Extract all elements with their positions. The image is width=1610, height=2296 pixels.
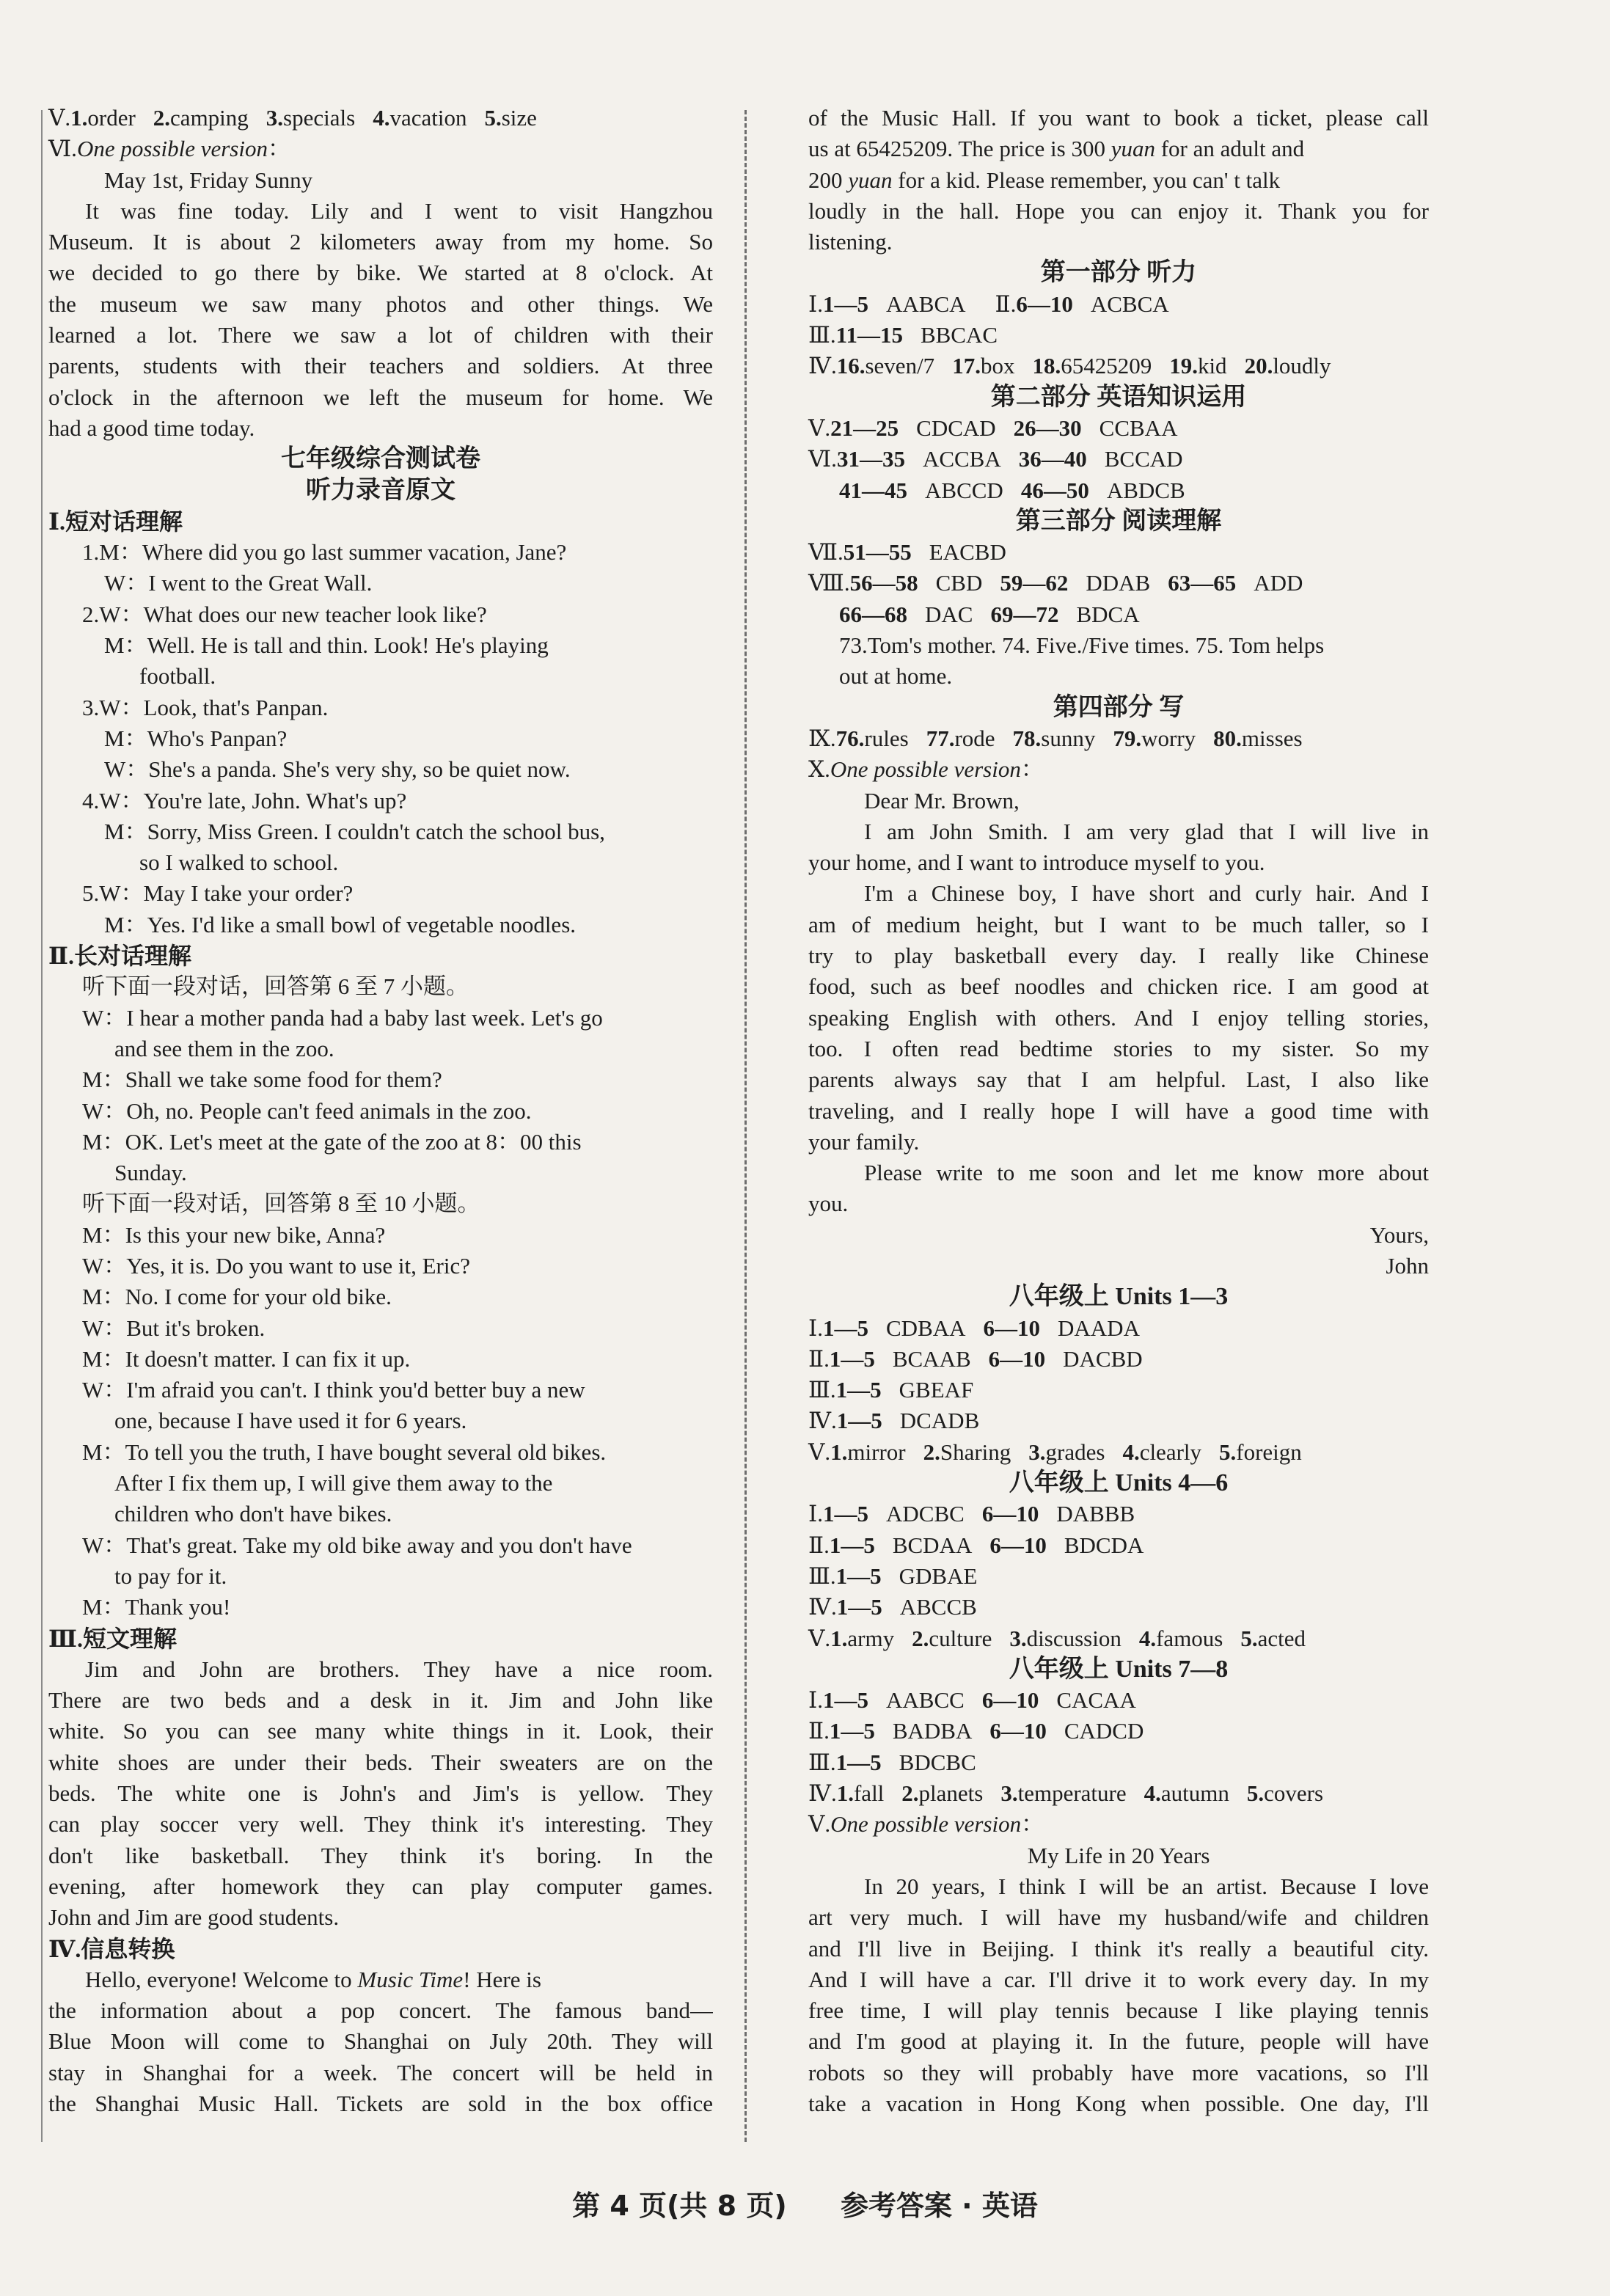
dialogue-line: 3.W：Look, that's Panpan.	[82, 694, 329, 720]
footer-title: 参考答案 · 英语	[840, 2190, 1038, 2222]
passage-line: white shoes are under their beds. Their sweaters are on the	[48, 1749, 713, 1775]
answer-row: Ⅰ.1—5 AABCA Ⅱ.6—10 ACBCA	[808, 290, 1169, 317]
answer-row: Ⅰ.1—5 CDBAA 6—10 DAADA	[808, 1315, 1140, 1341]
passage-line: There are two beds and a desk in it. Jim and John like	[48, 1687, 713, 1714]
dialogue-line: After I fix them up, I will give them away to the	[114, 1470, 553, 1496]
left-column	[48, 103, 713, 2119]
passage-line: loudly in the hall. Hope you can enjoy it. Thank you for	[808, 197, 1429, 224]
diary-line: had a good time today.	[48, 414, 255, 441]
page-number: 第 4 页(共 8 页)	[572, 2190, 787, 2222]
answer-row: 41—45 ABCCD 46—50 ABDCB	[839, 477, 1185, 503]
letter-line: traveling, and I really hope I will have a good time with	[808, 1097, 1429, 1124]
essay-line: In 20 years, I think I will be an artist. Because I love	[864, 1873, 1429, 1899]
dialogue-line: 听下面一段对话，回答第 8 至 10 小题。	[82, 1191, 480, 1217]
unit-title: 八年级上 Units 4—6	[1009, 1469, 1229, 1497]
dialogue-line: W：I went to the Great Wall.	[104, 570, 373, 596]
diary-line: learned a lot. There we saw a lot of children with their	[48, 322, 713, 348]
passage-line: the Shanghai Music Hall. Tickets are sold in the box office	[48, 2091, 713, 2116]
passage-line: can play soccer very well. They think it's interesting. They	[48, 1811, 713, 1838]
letter-line: your family.	[808, 1128, 920, 1155]
answer-row: Ⅵ.31—35 ACCBA 36—40 BCCAD	[808, 446, 1183, 472]
diary-line: It was fine today. Lily and I went to visit Hangzhou	[85, 197, 713, 224]
passage-line: listening.	[808, 229, 893, 255]
passage-line: don't like basketball. They think it's boring. In the	[48, 1842, 713, 1868]
essay-line: and I'm good at playing it. In the future, people will have	[808, 2028, 1429, 2055]
dialogue-line: M：OK. Let's meet at the gate of the zoo at 8：00 this	[82, 1128, 582, 1155]
part-title: 第三部分 阅读理解	[1015, 507, 1222, 535]
unit-title: 八年级上 Units 1—3	[1009, 1283, 1229, 1311]
letter-line: food, such as beef noodles and chicken rice. I am good at	[808, 973, 1429, 1000]
dialogue-line: one, because I have used it for 6 years.	[114, 1408, 467, 1434]
part-heading: Ⅰ.短对话理解	[48, 508, 183, 535]
dialogue-line: W：I hear a mother panda had a baby last week. Let's go	[82, 1004, 603, 1031]
section-title: 七年级综合测试卷	[281, 445, 480, 473]
passage-line: the information about a pop concert. The famous band—	[48, 1997, 713, 2024]
dialogue-line: W：But it's broken.	[82, 1315, 266, 1341]
answer-row: Ⅳ.1—5 DCADB	[808, 1408, 980, 1434]
dialogue-line: W：Yes, it is. Do you want to use it, Eric?	[82, 1252, 470, 1279]
dialogue-line: M：Who's Panpan?	[104, 725, 288, 751]
part-heading: Ⅲ.短文理解	[48, 1625, 177, 1652]
answer-row: Ⅳ.1—5 ABCCB	[808, 1594, 977, 1620]
dialogue-line: 4.W：You're late, John. What's up?	[82, 787, 407, 814]
answer-row: Ⅱ.1—5 BCAAB 6—10 DACBD	[808, 1345, 1143, 1372]
essay-line: art very much. I will have my husband/wife and children	[808, 1904, 1429, 1931]
passage-line: 200 yuan for a kid. Please remember, you can' t talk	[808, 167, 1281, 193]
answer-row-vi: Ⅵ.One possible version：	[48, 136, 290, 162]
passage-line: Blue Moon will come to Shanghai on July 20th. They will	[48, 2028, 713, 2055]
dialogue-line: W：She's a panda. She's very shy, so be quiet now.	[104, 756, 571, 783]
section-subtitle: 听力录音原文	[306, 476, 455, 504]
answer-row: Ⅴ.One possible version：	[808, 1811, 1044, 1838]
part-heading: Ⅳ.信息转换	[48, 1935, 175, 1962]
passage-line: beds. The white one is John's and Jim's is yellow. They	[48, 1780, 713, 1807]
letter-line: I'm a Chinese boy, I have short and curly hair. And I	[864, 880, 1429, 907]
dialogue-line: Sunday.	[114, 1160, 187, 1186]
answer-row: 66—68 DAC 69—72 BDCA	[839, 601, 1140, 627]
part-heading: Ⅱ.长对话理解	[48, 943, 191, 970]
answer-row: Ⅲ.1—5 GDBAE	[808, 1562, 978, 1589]
dialogue-line: W：That's great. Take my old bike away and you don't have	[82, 1532, 632, 1558]
dialogue-line: M：Shall we take some food for them?	[82, 1067, 442, 1093]
passage-line: Hello, everyone! Welcome to Music Time! Here is	[85, 1966, 541, 1992]
diary-date: May 1st, Friday Sunny	[104, 167, 313, 193]
answer-row: Ⅸ.76.rules 77.rode 78.sunny 79.worry 80.misses	[808, 725, 1303, 751]
dialogue-line: M：Yes. I'd like a small bowl of vegetable noodles.	[104, 911, 577, 937]
letter-line: too. I often read bedtime stories to my sister. So my	[808, 1035, 1429, 1061]
part-title: 第二部分 英语知识运用	[990, 383, 1247, 411]
letter-signature: John	[1386, 1252, 1429, 1279]
essay-line: take a vacation in Hong Kong when possible. One day, I'll	[808, 2091, 1429, 2116]
dialogue-line: and see them in the zoo.	[114, 1035, 334, 1061]
column-divider	[744, 110, 747, 2142]
answer-row: Ⅲ.11—15 BBCAC	[808, 322, 998, 348]
dialogue-line: M：Sorry, Miss Green. I couldn't catch the school bus,	[104, 818, 605, 844]
letter-line: Please write to me soon and let me know more about	[864, 1160, 1429, 1186]
dialogue-line: M：Is this your new bike, Anna?	[82, 1221, 386, 1248]
answer-row: Ⅹ.One possible version：	[808, 756, 1044, 783]
passage-line: of the Music Hall. If you want to book a ticket, please call	[808, 105, 1429, 131]
dialogue-line: children who don't have bikes.	[114, 1501, 392, 1527]
dialogue-line: 2.W：What does our new teacher look like?	[82, 601, 487, 627]
answer-row: Ⅳ.16.seven/7 17.box 18.65425209 19.kid 20.loudly	[808, 353, 1331, 379]
dialogue-line: W：Oh, no. People can't feed animals in the zoo.	[82, 1097, 532, 1124]
diary-line: o'clock in the afternoon we left the museum for home. We	[48, 384, 713, 410]
answer-row: Ⅱ.1—5 BADBA 6—10 CADCD	[808, 1718, 1144, 1744]
answer-row: Ⅲ.1—5 BDCBC	[808, 1749, 976, 1775]
answer-row: Ⅰ.1—5 ADCBC 6—10 DABBB	[808, 1501, 1135, 1527]
passage-line: Jim and John are brothers. They have a nice room.	[85, 1656, 713, 1682]
right-column	[808, 103, 1429, 2119]
essay-line: And I will have a car. I'll drive it to work every day. In my	[808, 1966, 1429, 1992]
letter-line: parents always say that I am helpful. Last, I also like	[808, 1067, 1429, 1093]
unit-title: 八年级上 Units 7—8	[1009, 1655, 1229, 1683]
dialogue-line: M：No. I come for your old bike.	[82, 1284, 392, 1310]
answer-row: Ⅲ.1—5 GBEAF	[808, 1377, 974, 1403]
letter-line: your home, and I want to introduce myself to you.	[808, 849, 1265, 876]
dialogue-line: 听下面一段对话，回答第 6 至 7 小题。	[82, 973, 469, 1000]
letter-line: try to play basketball every day. I really like Chinese	[808, 943, 1429, 969]
dialogue-line: 5.W：May I take your order?	[82, 880, 354, 907]
letter-line: am of medium height, but I want to be much taller, so I	[808, 911, 1429, 937]
essay-title: My Life in 20 Years	[1027, 1842, 1210, 1868]
answer-row-v: Ⅴ.1.order 2.camping 3.specials 4.vacation 5.size	[48, 105, 537, 131]
letter-line: I am John Smith. I am very glad that I will live in	[864, 818, 1429, 844]
diary-line: the museum we saw many photos and other things. We	[48, 290, 713, 317]
letter-closing: Yours,	[1369, 1221, 1429, 1248]
passage-line: John and Jim are good students.	[48, 1904, 340, 1931]
part-title: 第四部分 写	[1053, 693, 1185, 721]
letter-line: speaking English with others. And I enjoy telling stories,	[808, 1004, 1429, 1031]
diary-line: parents, students with their teachers and soldiers. At three	[48, 353, 713, 379]
answer-row: Ⅱ.1—5 BCDAA 6—10 BDCDA	[808, 1532, 1144, 1558]
answer-row: Ⅷ.56—58 CBD 59—62 DDAB 63—65 ADD	[808, 570, 1303, 596]
dialogue-line: M：It doesn't matter. I can fix it up.	[82, 1345, 411, 1372]
answer-row: Ⅴ.21—25 CDCAD 26—30 CCBAA	[808, 414, 1178, 441]
diary-line: we decided to go there by bike. We started at 8 o'clock. At	[48, 260, 713, 286]
passage-line: evening, after homework they can play computer games.	[48, 1873, 713, 1899]
letter-line: you.	[808, 1191, 849, 1217]
passage-line: us at 65425209. The price is 300 yuan for an adult and	[808, 136, 1305, 162]
dialogue-line: to pay for it.	[114, 1562, 227, 1589]
page-footer	[0, 2183, 1610, 2223]
answer-row: out at home.	[839, 663, 953, 690]
essay-line: robots so they will probably have more vacations, so I'll	[808, 2059, 1429, 2085]
passage-line: white. So you can see many white things in it. Look, their	[48, 1718, 713, 1744]
dialogue-line: so I walked to school.	[139, 849, 339, 876]
dialogue-line: M：Well. He is tall and thin. Look! He's playing	[104, 632, 549, 659]
answer-row: Ⅶ.51—55 EACBD	[808, 539, 1006, 566]
answer-row: Ⅴ.1.army 2.culture 3.discussion 4.famous 5.acted	[808, 1625, 1306, 1651]
answer-row: Ⅰ.1—5 AABCC 6—10 CACAA	[808, 1687, 1136, 1714]
dialogue-line: football.	[139, 663, 216, 690]
essay-line: free time, I will play tennis because I like playing tennis	[808, 1997, 1429, 2024]
dialogue-line: M：Thank you!	[82, 1594, 231, 1620]
left-margin-rule	[41, 110, 43, 2142]
dialogue-line: M：To tell you the truth, I have bought several old bikes.	[82, 1438, 607, 1465]
diary-line: Museum. It is about 2 kilometers away from my home. So	[48, 229, 713, 255]
answer-row: 73.Tom's mother. 74. Five./Five times. 75. Tom helps	[839, 632, 1325, 659]
answer-row: Ⅴ.1.mirror 2.Sharing 3.grades 4.clearly 5.foreign	[808, 1438, 1302, 1465]
part-title: 第一部分 听力	[1040, 259, 1197, 287]
letter-greeting: Dear Mr. Brown,	[864, 787, 1020, 814]
dialogue-line: W：I'm afraid you can't. I think you'd better buy a new	[82, 1377, 585, 1403]
dialogue-line: 1.M：Where did you go last summer vacation, Jane?	[82, 539, 567, 566]
answer-row: Ⅳ.1.fall 2.planets 3.temperature 4.autumn 5.covers	[808, 1780, 1324, 1807]
passage-line: stay in Shanghai for a week. The concert will be held in	[48, 2059, 713, 2085]
essay-line: and I'll live in Beijing. I think it's really a beautiful city.	[808, 1935, 1429, 1962]
